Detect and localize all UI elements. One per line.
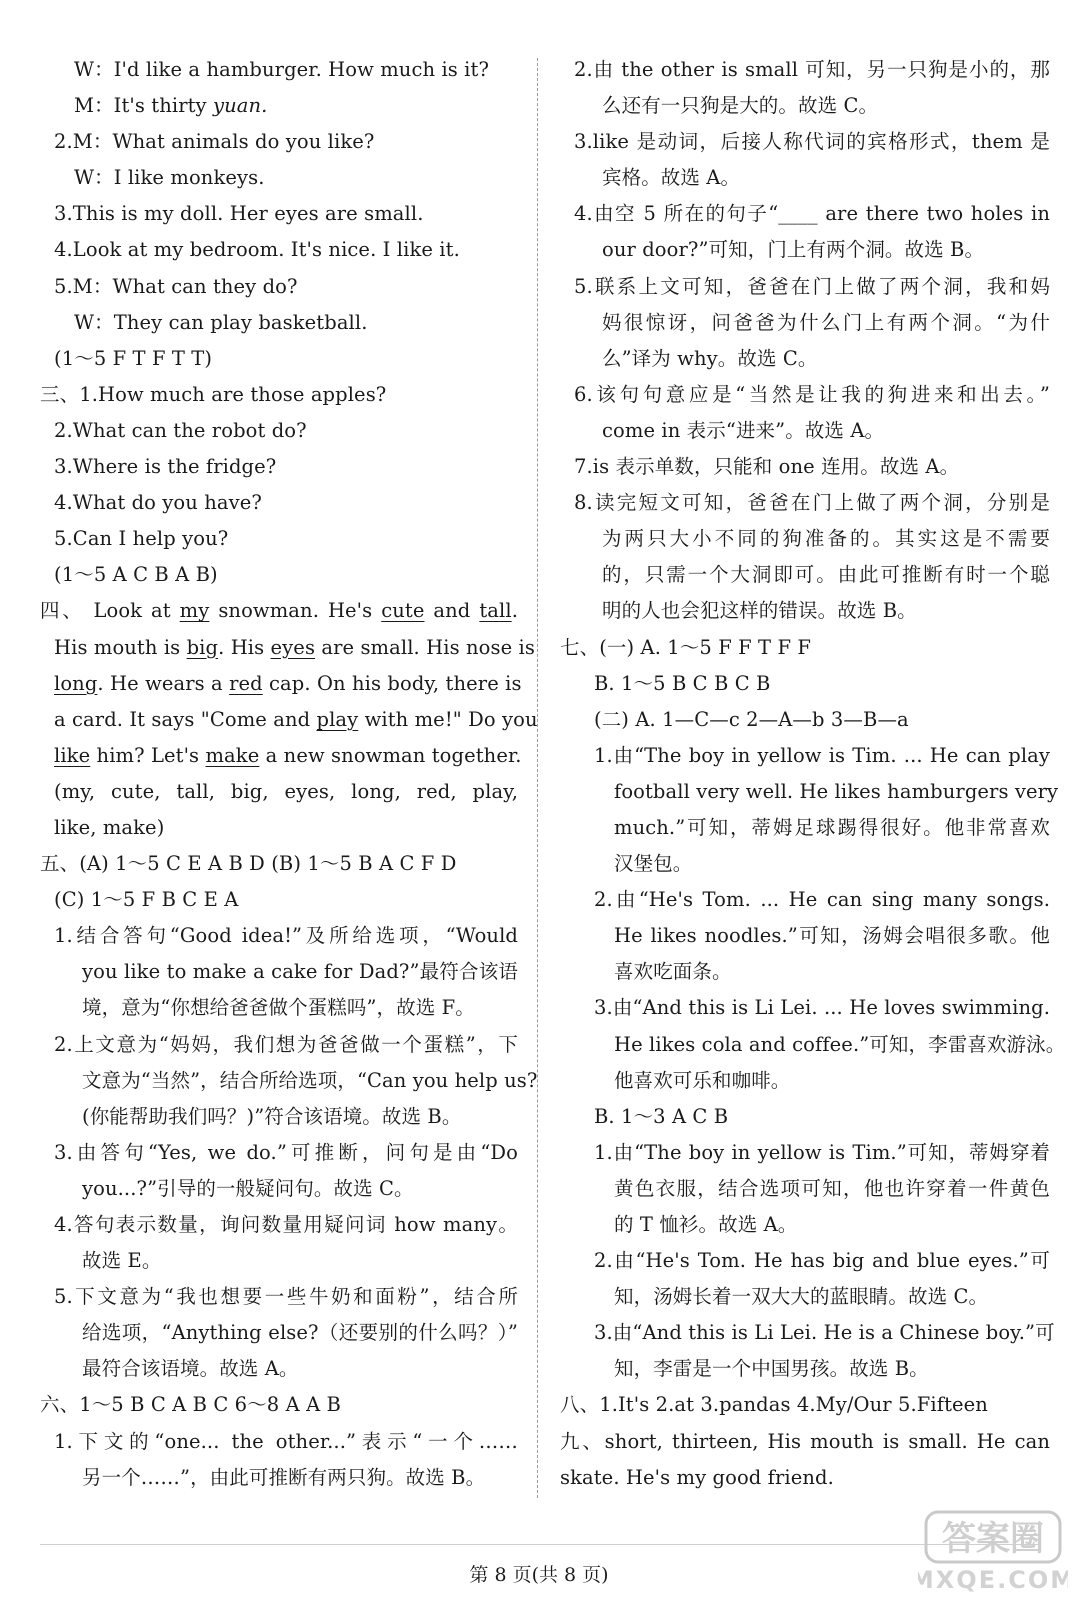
left-line: 4.What do you have? (54, 491, 262, 515)
left-line: 2.M：What animals do you like? (54, 130, 375, 154)
right-line: 汉堡包。 (614, 852, 693, 876)
right-line: B. 1～3 A C B (594, 1104, 729, 1128)
left-line: (你能帮助我们吗？)”符合该语境。故选 B。 (82, 1104, 462, 1128)
underlined-word: cute (381, 599, 425, 623)
left-line: you like to make a cake for Dad?”最符合该语 (82, 960, 518, 984)
right-line: 7.is 表示单数，只能和 one 连用。故选 A。 (574, 455, 960, 479)
right-line: 妈很惊讶，问爸爸为什么门上有两个洞。“为什 (602, 310, 1050, 334)
left-line: 5.Can I help you? (54, 527, 229, 551)
right-line: 1.由“The boy in yellow is Tim.”可知，蒂姆穿着 (594, 1140, 1050, 1164)
right-line: 他喜欢可乐和咖啡。 (614, 1068, 791, 1092)
right-line: 2.由 the other is small 可知，另一只狗是小的，那 (574, 58, 1050, 81)
right-line: 八、1.It's 2.at 3.pandas 4.My/Our 5.Fifteen (560, 1393, 988, 1417)
right-line: much.”可知，蒂姆足球踢得很好。他非常喜欢 (614, 815, 1050, 839)
right-line: 2.由“He's Tom. He has big and blue eyes.”可 (594, 1249, 1050, 1273)
watermark-logo (918, 1508, 1068, 1596)
left-line: (1～5 A C B A B) (54, 563, 218, 587)
left-line: 故选 E。 (82, 1249, 162, 1273)
left-line: 4.答句表示数量，询问数量用疑问词 how many。 (54, 1213, 518, 1236)
left-line: (my, cute, tall, big, eyes, long, red, play, (54, 779, 518, 803)
left-line: His mouth is big. His eyes are small. His nose is (54, 635, 535, 659)
right-line: He likes cola and coffee.”可知，李雷喜欢游泳。 (614, 1032, 1066, 1056)
left-line: 5.下文意为“我也想要一些牛奶和面粉”，结合所 (54, 1285, 518, 1309)
right-line: 么”译为 why。故选 C。 (602, 346, 818, 370)
column-divider (537, 58, 538, 1498)
right-line: 明的人也会犯这样的错误。故选 B。 (602, 599, 917, 623)
left-line: W：They can play basketball. (74, 310, 368, 334)
underlined-word: eyes (270, 635, 316, 659)
right-line: He likes noodles.”可知，汤姆会唱很多歌。他 (614, 924, 1050, 948)
right-line: come in 表示“进来”。故选 A。 (602, 418, 885, 442)
right-line: 么还有一只狗是大的。故选 C。 (602, 94, 879, 118)
left-line: W：I'd like a hamburger. How much is it? (74, 58, 490, 81)
right-line: our door?”可知，门上有两个洞。故选 B。 (602, 238, 985, 262)
underlined-word: play (316, 707, 359, 731)
right-line: 3.like 是动词，后接人称代词的宾格形式，them 是 (574, 130, 1050, 154)
right-line: 1.由“The boy in yellow is Tim. ... He can play (594, 743, 1050, 767)
left-line: long. He wears a red cap. On his body, there is (54, 671, 522, 695)
right-line: 九、short, thirteen, His mouth is small. He can (560, 1429, 1050, 1453)
left-line: 3.Where is the fridge? (54, 455, 277, 479)
left-line: 境，意为“你想给爸爸做个蛋糕吗”，故选 F。 (82, 996, 475, 1020)
right-line: 知，李雷是一个中国男孩。故选 B。 (614, 1357, 929, 1381)
left-line: (1～5 F T F T T) (54, 346, 213, 370)
underlined-word: my (179, 599, 210, 623)
right-line: 喜欢吃面条。 (614, 960, 732, 984)
underlined-word: tall (479, 599, 512, 623)
left-line: 2.What can the robot do? (54, 418, 307, 442)
right-line: 4.由空 5 所在的句子“____ are there two holes in (574, 202, 1050, 226)
left-line: you...?”引导的一般疑问句。故选 C。 (82, 1176, 414, 1200)
right-line: 6.该句句意应是“当然是让我的狗进来和出去。” (574, 382, 1050, 406)
left-line: 五、(A) 1～5 C E A B D (B) 1～5 B A C F D (40, 852, 457, 876)
right-line: 的 T 恤衫。故选 A。 (614, 1213, 798, 1236)
left-column (40, 52, 538, 1496)
underlined-word: long (54, 671, 98, 695)
left-line: 三、1.How much are those apples? (40, 382, 387, 406)
italic-word: yuan. (212, 94, 268, 118)
right-line: B. 1～5 B C B C B (594, 671, 771, 695)
underlined-word: big (186, 635, 219, 659)
left-line: 1.下文的“one... the other...”表示“一个…… (54, 1429, 518, 1453)
underlined-word: red (229, 671, 263, 695)
page-footer: 第 8 页(共 8 页) (469, 1564, 609, 1586)
left-line: 5.M：What can they do? (54, 274, 298, 298)
watermark-logo-icon (918, 1508, 1068, 1596)
right-line: 的，只需一个大洞即可。由此可推断有时一个聪 (602, 563, 1050, 587)
underlined-word: make (205, 743, 260, 767)
left-line: M：It's thirty yuan. (74, 94, 268, 118)
left-line: 给选项，“Anything else?（还要别的什么吗？）” (82, 1321, 518, 1345)
right-line: skate. He's my good friend. (560, 1465, 834, 1489)
right-line: 2.由“He's Tom. ... He can sing many songs. (594, 888, 1050, 912)
left-line: 文意为“当然”，结合所给选项，“Can you help us? (82, 1068, 538, 1092)
right-line: 3.由“And this is Li Lei. He is a Chinese boy.”可 (594, 1321, 1055, 1345)
left-line: a card. It says "Come and play with me!" Do you (54, 707, 538, 731)
right-line: 3.由“And this is Li Lei. ... He loves swimming. (594, 996, 1050, 1020)
underlined-word: like (54, 743, 91, 767)
watermark-bottom-text: MXQE.COM (918, 1566, 1068, 1594)
left-line: 另一个……”，由此可推断有两只狗。故选 B。 (82, 1465, 486, 1489)
left-line: 六、1～5 B C A B C 6～8 A A B (40, 1393, 341, 1417)
left-line: 1.结合答句“Good idea!”及所给选项，“Would (54, 924, 518, 948)
right-line: 5.联系上文可知，爸爸在门上做了两个洞，我和妈 (574, 274, 1050, 298)
left-line: like him? Let's make a new snowman together. (54, 743, 522, 767)
left-line: (C) 1～5 F B C E A (54, 888, 239, 912)
right-line: 黄色衣服，结合选项可知，他也许穿着一件黄色 (614, 1176, 1050, 1200)
left-line: 3.由答句“Yes, we do.”可推断，问句是由“Do (54, 1140, 518, 1164)
watermark-top-text: 答案圈 (942, 1519, 1044, 1559)
right-line: 8.读完短文可知，爸爸在门上做了两个洞，分别是 (574, 491, 1050, 515)
right-column (560, 52, 1066, 1496)
left-line: 2.上文意为“妈妈，我们想为爸爸做一个蛋糕”，下 (54, 1032, 518, 1056)
right-line: 宾格。故选 A。 (602, 166, 741, 190)
right-line: 为两只大小不同的狗准备的。其实这是不需要 (602, 527, 1050, 551)
right-line: football very well. He likes hamburgers very (614, 779, 1059, 803)
left-line: 四、 Look at my snowman. He's cute and tall. (40, 599, 518, 623)
right-line: 知，汤姆长着一双大大的蓝眼睛。故选 C。 (614, 1285, 989, 1309)
left-line: 4.Look at my bedroom. It's nice. I like it. (54, 238, 460, 262)
right-line: (二) A. 1—C—c 2—A—b 3—B—a (594, 707, 909, 731)
left-line: 最符合该语境。故选 A。 (82, 1357, 299, 1381)
left-line: W：I like monkeys. (74, 166, 265, 190)
right-line: 七、(一) A. 1～5 F F T F F (560, 635, 812, 659)
left-line: like, make) (54, 815, 165, 839)
left-line: 3.This is my doll. Her eyes are small. (54, 202, 424, 226)
footer-rule (40, 1544, 1038, 1545)
